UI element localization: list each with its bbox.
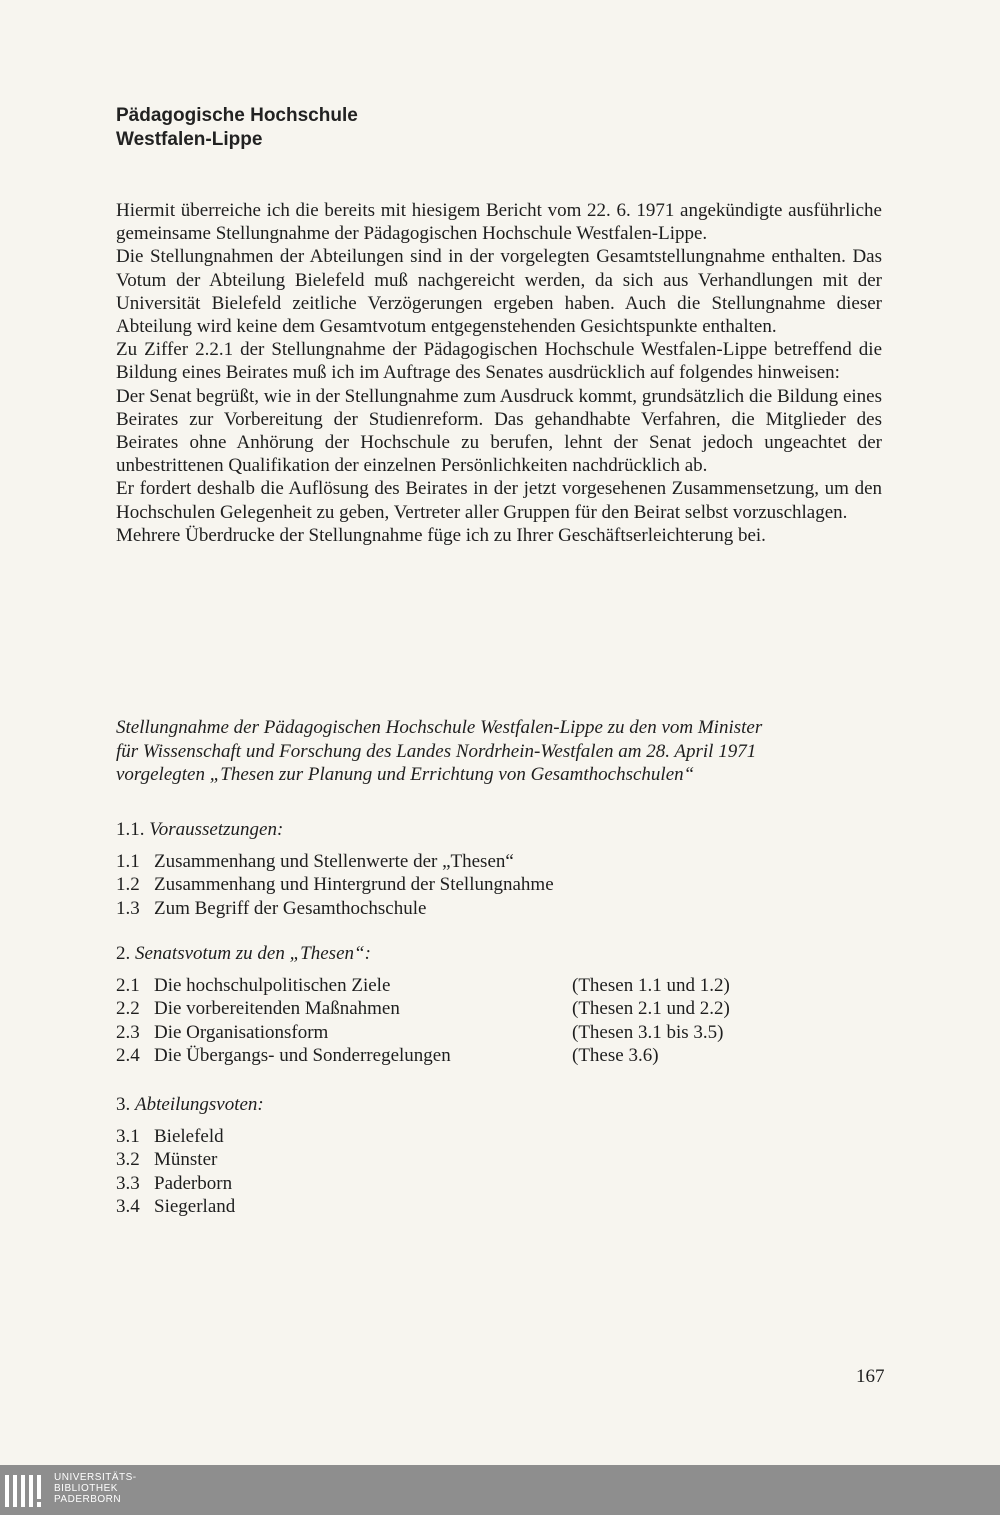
item-text: Die vorbereitenden Maßnahmen [154, 998, 400, 1019]
statement-title-line: vorgelegten „Thesen zur Planung und Errichtung von Gesamthochschulen“ [116, 764, 695, 785]
section-heading [116, 1093, 816, 1117]
list-item [116, 1021, 816, 1045]
item-text: Siegerland [154, 1196, 236, 1217]
letter-body [116, 199, 882, 547]
section-senatsvotum [116, 942, 816, 1068]
institution-heading [116, 104, 358, 152]
page-number: 167 [856, 1366, 885, 1387]
section-heading [116, 818, 816, 842]
item-text: Die hochschulpolitischen Ziele [154, 974, 391, 996]
item-text: Münster [154, 1149, 218, 1170]
item-number: 1.2 [116, 874, 140, 895]
item-number: 2.3 [116, 1021, 140, 1043]
list-item [116, 1172, 816, 1196]
paragraph: Er fordert deshalb die Auflösung des Beirates in der jetzt vorgesehenen Zusammensetzung, um den Hochschulen Gelegenheit zu geben, Vertreter aller Gruppen für den Beirat selbst vorzuschlagen. [116, 478, 882, 523]
list-item [116, 850, 816, 874]
library-name-line: PADERBORN [54, 1494, 122, 1505]
library-name-line: UNIVERSITÄTS- [54, 1472, 137, 1483]
section-number: 3. [116, 1094, 131, 1115]
item-number: 2.4 [116, 1045, 140, 1066]
paragraph: Mehrere Überdrucke der Stellungnahme füge ich zu Ihrer Geschäftserleichterung bei. [116, 524, 766, 546]
library-name [54, 1472, 137, 1505]
statement-title-line: für Wissenschaft und Forschung des Landes Nordrhein-Westfalen am 28. April 1971 [116, 740, 757, 762]
item-reference: (Thesen 3.1 bis 3.5) [572, 1021, 724, 1043]
item-text: Die Übergangs- und Sonderregelungen [154, 1045, 451, 1066]
paragraph: Der Senat begrüßt, wie in der Stellungnahme zum Ausdruck kommt, grundsätzlich die Bildung eines Beirates zur Vorbereitung der Studienreform. Das gehandhabte Verfahren, die Mitglieder des Beirates ohne Anhörung der Hochschule zu berufen, lehnt der Senat jedoch ungeachtet der unbestrittenen Qualifikation der einzelnen Persönlichkeiten nachdrücklich ab. [116, 385, 882, 477]
list-item [116, 1044, 816, 1068]
item-number: 3.2 [116, 1149, 140, 1170]
list-item [116, 873, 816, 897]
item-text: Bielefeld [154, 1125, 224, 1147]
item-number: 3.4 [116, 1196, 140, 1217]
section-title: Voraussetzungen: [149, 819, 284, 840]
section-voraussetzungen [116, 818, 816, 920]
list-item [116, 997, 816, 1021]
statement-title-line: Stellungnahme der Pädagogischen Hochschule Westfalen-Lippe zu den vom Minister [116, 717, 763, 738]
item-number: 1.3 [116, 897, 140, 919]
section-title: Abteilungsvoten: [135, 1094, 264, 1115]
library-footer-bar [0, 1465, 1000, 1515]
item-reference: (These 3.6) [572, 1045, 659, 1066]
item-text: Zusammenhang und Stellenwerte der „Thesen“ [154, 850, 514, 872]
heading-line-1: Pädagogische Hochschule [116, 105, 358, 126]
item-reference: (Thesen 2.1 und 2.2) [572, 998, 730, 1019]
item-number: 2.1 [116, 974, 140, 996]
item-number: 3.3 [116, 1172, 140, 1194]
section-number: 2. [116, 943, 131, 964]
section-number: 1.1. [116, 819, 145, 840]
list-item [116, 1148, 816, 1172]
list-item [116, 1125, 816, 1149]
list-item [116, 974, 816, 998]
paragraph: Zu Ziffer 2.2.1 der Stellungnahme der Pädagogischen Hochschule Westfalen-Lippe betreffend die Bildung eines Beirates muß ich im Auftrage des Senates ausdrücklich auf folgendes hinweisen: [116, 339, 882, 384]
library-name-line: BIBLIOTHEK [54, 1483, 118, 1494]
statement-title [116, 716, 882, 787]
heading-line-2: Westfalen-Lippe [116, 129, 263, 150]
item-number: 2.2 [116, 998, 140, 1019]
item-text: Zum Begriff der Gesamthochschule [154, 897, 427, 919]
paragraph: Die Stellungnahmen der Abteilungen sind in der vorgelegten Gesamtstellungnahme enthalten. Das Votum der Abteilung Bielefeld muß nachgereicht werden, da sich aus Verhandlungen mit der Universität Bielefeld zeitliche Verzögerungen ergeben haben. Auch die Stellungnahme dieser Abteilung wird keine dem Gesamtvotum entgegenstehenden Gesichtspunkte enthalten. [116, 246, 882, 338]
paragraph: Hiermit überreiche ich die bereits mit hiesigem Bericht vom 22. 6. 1971 angekündigte ausführliche gemeinsame Stellungnahme der Pädagogischen Hochschule Westfalen-Lippe. [116, 200, 882, 245]
library-logo-icon [4, 1473, 48, 1509]
section-abteilungsvoten [116, 1093, 816, 1219]
item-number: 1.1 [116, 850, 140, 872]
item-number: 3.1 [116, 1125, 140, 1147]
section-title: Senatsvotum zu den „Thesen“: [135, 943, 371, 964]
list-item [116, 897, 816, 921]
section-heading [116, 942, 816, 966]
item-text: Zusammenhang und Hintergrund der Stellungnahme [154, 874, 554, 895]
list-item [116, 1195, 816, 1219]
item-reference: (Thesen 1.1 und 1.2) [572, 974, 730, 996]
item-text: Die Organisationsform [154, 1021, 329, 1043]
item-text: Paderborn [154, 1172, 233, 1194]
